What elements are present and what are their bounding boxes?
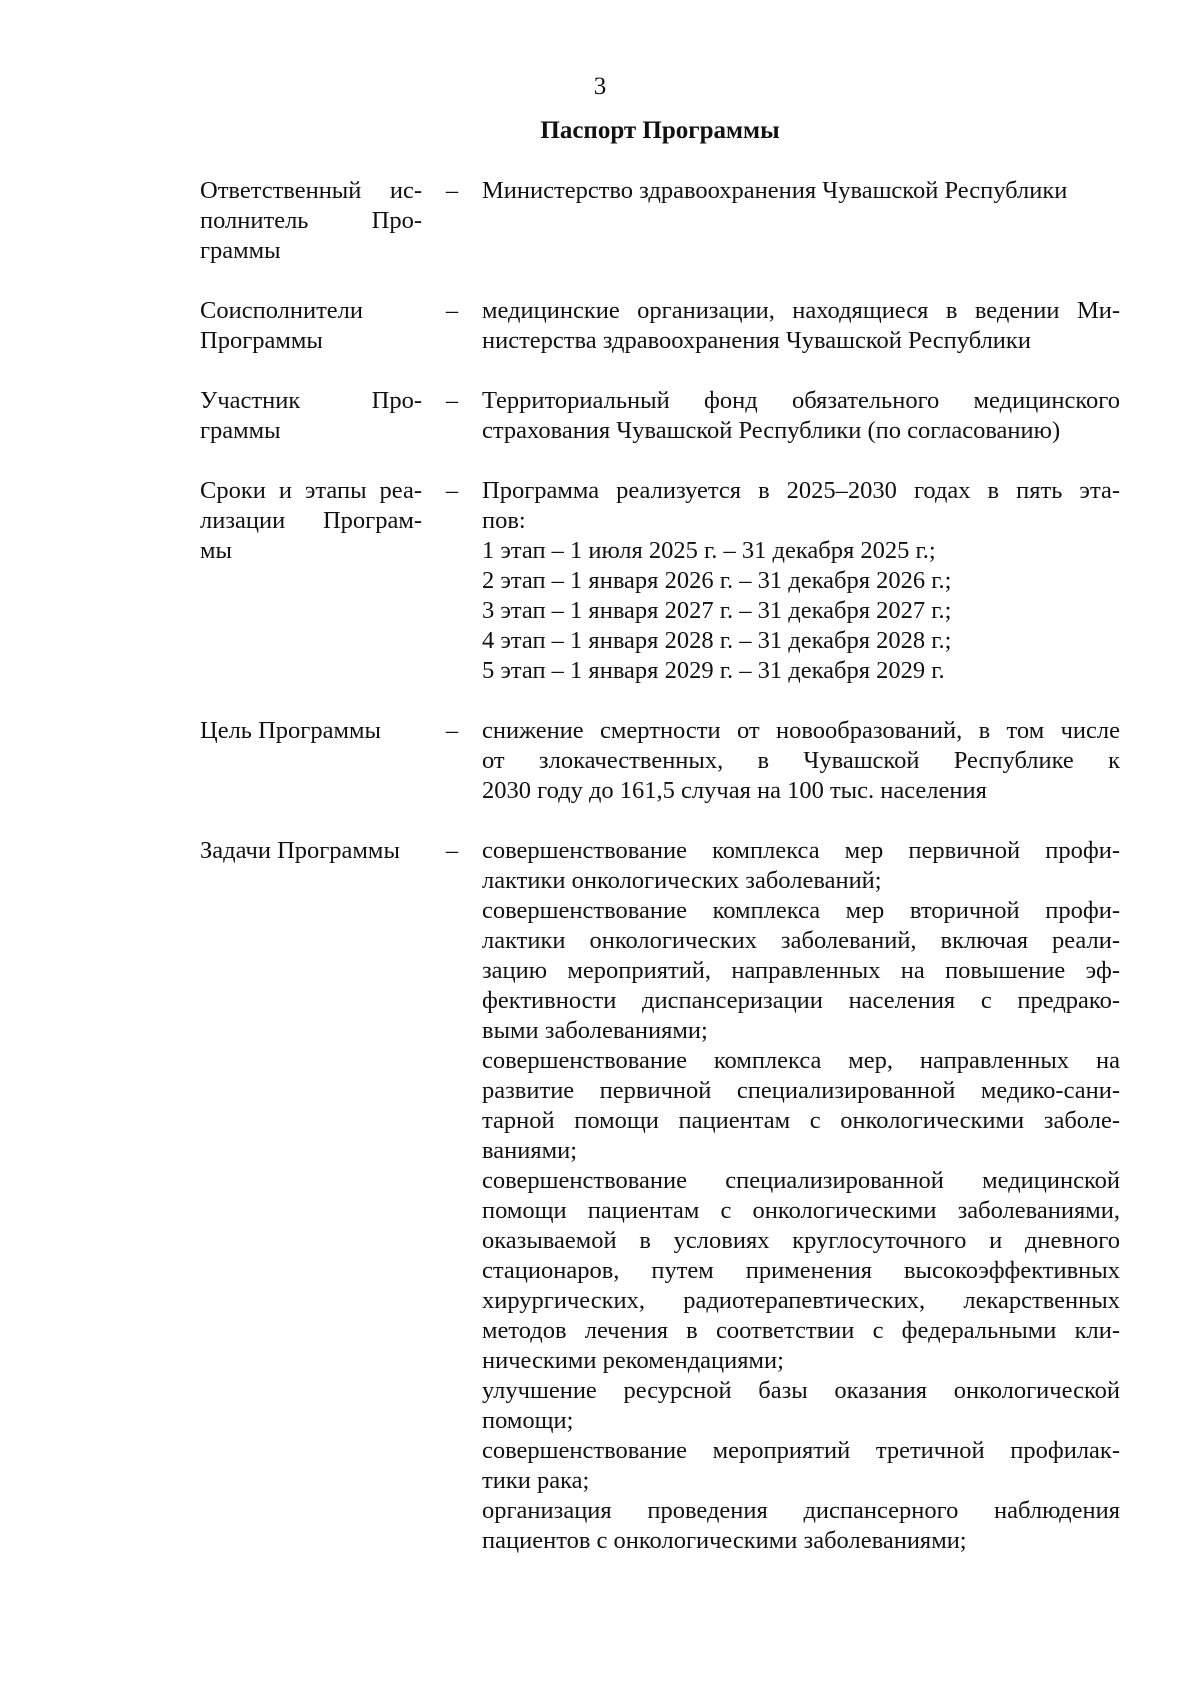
row-label	[200, 716, 422, 746]
row-gap	[200, 266, 1120, 296]
value-line: совершенствование комплекса мер вторичной профи-	[482, 897, 1120, 924]
value-line: 2030 году до 161,5 случая на 100 тыс. населения	[482, 777, 987, 804]
value-line: пациентов с онкологическими заболеваниями;	[482, 1527, 967, 1554]
value-line: страхования Чувашской Республики (по согласованию)	[482, 417, 1061, 444]
row-label	[200, 836, 422, 866]
row-gap	[200, 356, 1120, 386]
row-dash: –	[445, 297, 459, 324]
page-title: Паспорт Программы	[540, 117, 780, 144]
value-line: лактики онкологических заболеваний, включая реали-	[482, 927, 1120, 954]
row-value	[482, 296, 1120, 356]
label-line: лизации Програм-	[200, 507, 422, 534]
passport-row-co-executors	[200, 296, 1120, 356]
row-dash: –	[445, 837, 459, 864]
value-line: совершенствование комплекса мер, направленных на	[482, 1047, 1120, 1074]
value-line: улучшение ресурсной базы оказания онкологической	[482, 1377, 1120, 1404]
value-line: пов:	[482, 507, 526, 534]
value-line: Территориальный фонд обязательного медицинского	[482, 387, 1120, 414]
row-label	[200, 476, 422, 566]
value-line: Министерство здравоохранения Чувашской Республики	[482, 177, 1068, 204]
passport-table	[200, 176, 1120, 1556]
value-line: ническими рекомендациями;	[482, 1347, 784, 1374]
label-line: Ответственный ис-	[200, 177, 422, 204]
label-line: полнитель Про-	[200, 207, 422, 234]
row-value	[482, 716, 1120, 806]
page-number: 3	[593, 73, 607, 100]
label-line: Соисполнители	[200, 297, 363, 324]
value-line: оказываемой в условиях круглосуточного и дневного	[482, 1227, 1120, 1254]
value-line: нистерства здравоохранения Чувашской Республики	[482, 327, 1031, 354]
passport-row-responsible-executor	[200, 176, 1120, 266]
label-line: Сроки и этапы реа-	[200, 477, 422, 504]
value-line: от злокачественных, в Чувашской Республике к	[482, 747, 1120, 774]
row-value	[482, 386, 1120, 446]
row-value	[482, 836, 1120, 1556]
row-gap	[200, 446, 1120, 476]
stage-line: 2 этап – 1 января 2026 г. – 31 декабря 2026 г.;	[482, 567, 952, 594]
value-line: совершенствование мероприятий третичной профилак-	[482, 1437, 1120, 1464]
row-value	[482, 176, 1120, 206]
value-line: стационаров, путем применения высокоэффективных	[482, 1257, 1120, 1284]
value-line: Программа реализуется в 2025–2030 годах в пять эта-	[482, 477, 1120, 504]
value-line: выми заболеваниями;	[482, 1017, 708, 1044]
row-label	[200, 296, 422, 356]
row-dash: –	[445, 717, 459, 744]
passport-row-tasks	[200, 836, 1120, 1556]
label-line: граммы	[200, 417, 281, 444]
row-dash: –	[445, 177, 459, 204]
stage-line: 5 этап – 1 января 2029 г. – 31 декабря 2029 г.	[482, 657, 945, 684]
value-line: тики рака;	[482, 1467, 590, 1494]
value-line: ваниями;	[482, 1137, 578, 1164]
passport-row-timeline	[200, 476, 1120, 686]
row-dash: –	[445, 387, 459, 414]
label-line: Цель Программы	[200, 717, 381, 744]
value-line: хирургических, радиотерапевтических, лекарственных	[482, 1287, 1120, 1314]
label-line: Задачи Программы	[200, 837, 400, 864]
value-line: совершенствование комплекса мер первичной профи-	[482, 837, 1120, 864]
row-dash: –	[445, 477, 459, 504]
label-line: мы	[200, 537, 232, 564]
stage-line: 1 этап – 1 июля 2025 г. – 31 декабря 2025 г.;	[482, 537, 936, 564]
value-line: совершенствование специализированной медицинской	[482, 1167, 1120, 1194]
value-line: медицинские организации, находящиеся в ведении Ми-	[482, 297, 1120, 324]
value-line: фективности диспансеризации населения с предрако-	[482, 987, 1120, 1014]
row-gap	[200, 686, 1120, 716]
stage-line: 4 этап – 1 января 2028 г. – 31 декабря 2028 г.;	[482, 627, 952, 654]
row-gap	[200, 806, 1120, 836]
value-line: помощи пациентам с онкологическими заболеваниями,	[482, 1197, 1120, 1224]
value-line: лактики онкологических заболеваний;	[482, 867, 882, 894]
passport-row-participant	[200, 386, 1120, 446]
value-line: развитие первичной специализированной медико-сани-	[482, 1077, 1120, 1104]
value-line: организация проведения диспансерного наблюдения	[482, 1497, 1120, 1524]
passport-row-goal	[200, 716, 1120, 806]
row-value	[482, 476, 1120, 686]
value-line: зацию мероприятий, направленных на повышение эф-	[482, 957, 1120, 984]
stage-line: 3 этап – 1 января 2027 г. – 31 декабря 2027 г.;	[482, 597, 952, 624]
label-line: Участник Про-	[200, 387, 422, 414]
label-line: граммы	[200, 237, 281, 264]
value-line: снижение смертности от новообразований, в том числе	[482, 717, 1120, 744]
value-line: помощи;	[482, 1407, 574, 1434]
row-label	[200, 386, 422, 446]
value-line: методов лечения в соответствии с федеральными кли-	[482, 1317, 1120, 1344]
label-line: Программы	[200, 327, 323, 354]
value-line: тарной помощи пациентам с онкологическими заболе-	[482, 1107, 1120, 1134]
row-label	[200, 176, 422, 266]
